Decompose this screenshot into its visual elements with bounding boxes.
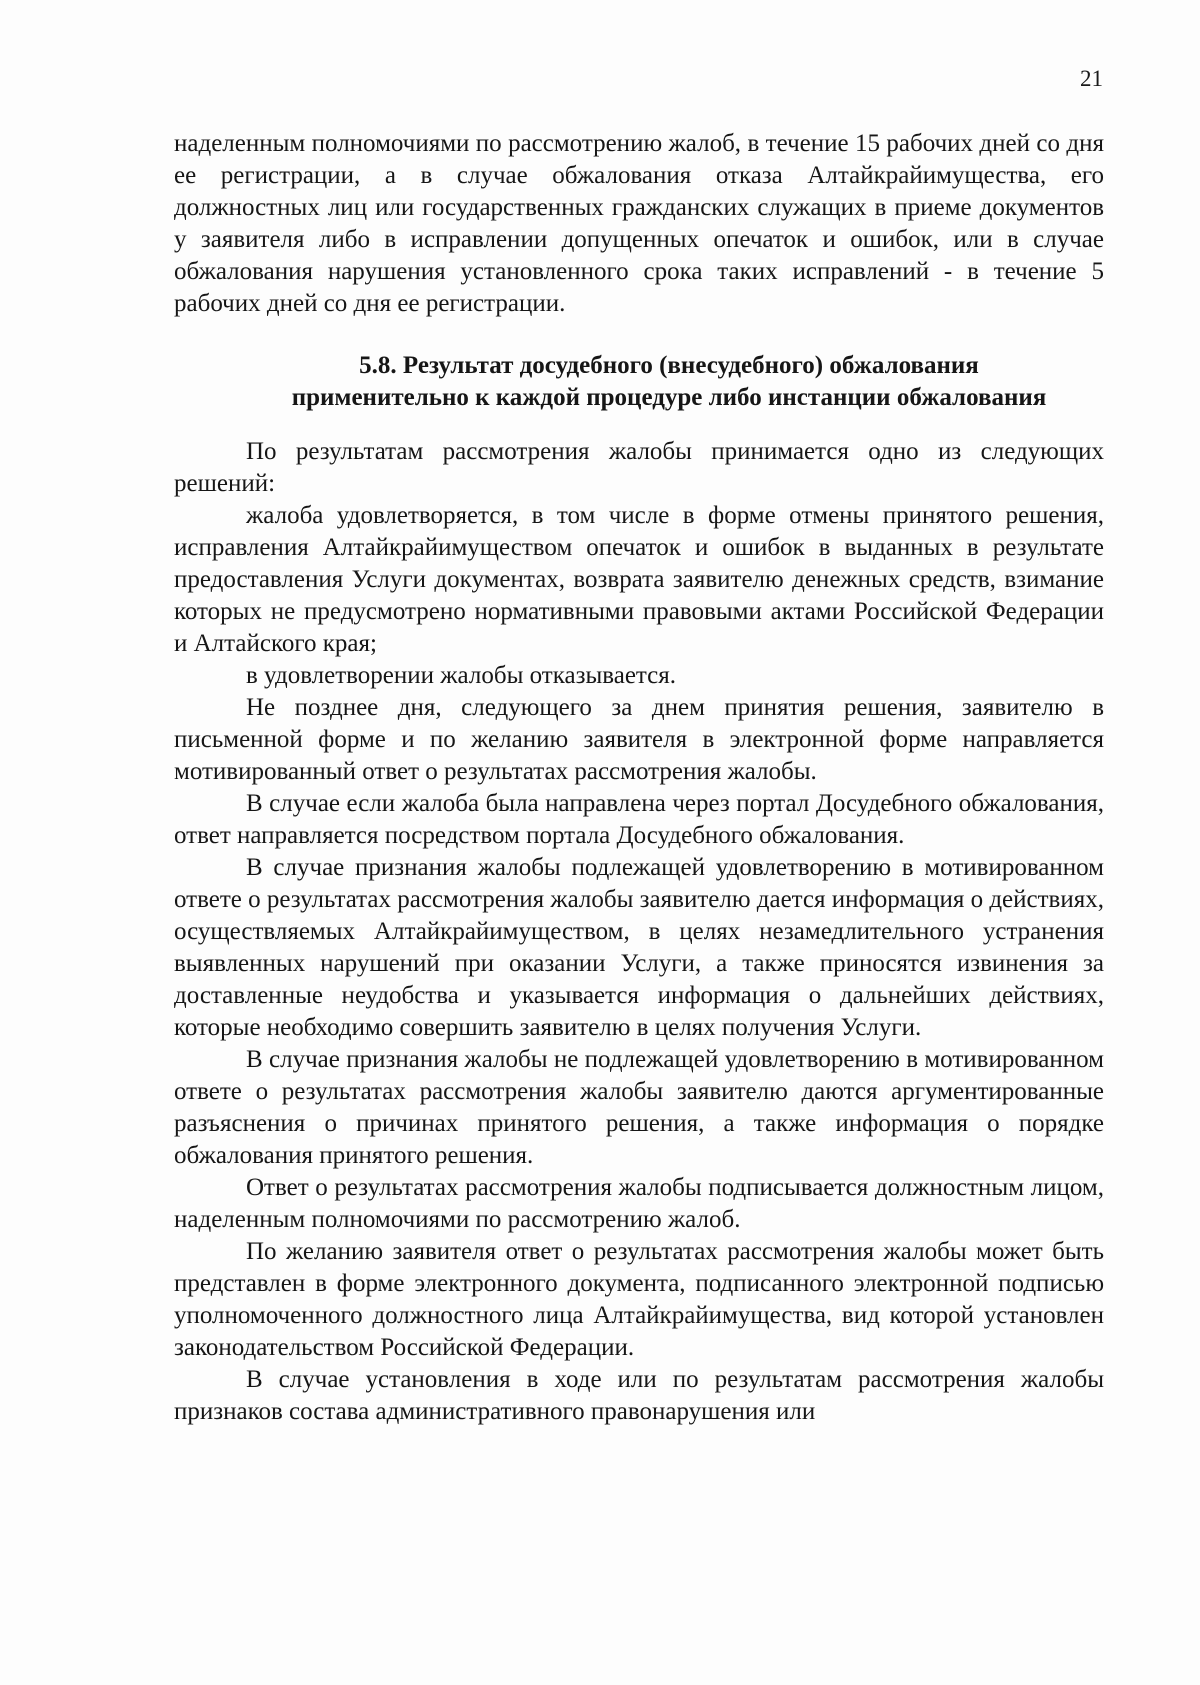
section-heading-line-2: применительно к каждой процедуре либо инстанции обжалования bbox=[291, 384, 1047, 411]
document-body bbox=[174, 128, 1104, 1428]
paragraph: В случае признания жалобы не подлежащей удовлетворению в мотивированном ответе о результатах рассмотрения жалобы заявителю даются аргументированные разъяснения о причинах принятого решения, а также информация о порядке обжалования принятого решения. bbox=[174, 1046, 1104, 1169]
paragraph: По желанию заявителя ответ о результатах рассмотрения жалобы может быть представлен в форме электронного документа, подписанного электронной подписью уполномоченного должностного лица Алтайкрайимущества, вид которой установлен законодательством Российской Федерации. bbox=[174, 1238, 1104, 1361]
page-number: 21 bbox=[1080, 66, 1103, 91]
paragraph: Ответ о результатах рассмотрения жалобы подписывается должностным лицом, наделенным полномочиями по рассмотрению жалоб. bbox=[174, 1174, 1104, 1233]
paragraph-continuation: наделенным полномочиями по рассмотрению жалоб, в течение 15 рабочих дней со дня ее регистрации, а в случае обжалования отказа Алтайкрайимущества, его должностных лиц или государственных гражданских служащих в приеме документов у заявителя либо в исправлении допущенных опечаток и ошибок, или в случае обжалования нарушения установленного срока таких исправлений - в течение 5 рабочих дней со дня ее регистрации. bbox=[174, 130, 1104, 317]
paragraph: По результатам рассмотрения жалобы принимается одно из следующих решений: bbox=[174, 438, 1104, 497]
section-heading bbox=[174, 350, 1104, 414]
paragraph: В случае признания жалобы подлежащей удовлетворению в мотивированном ответе о результатах рассмотрения жалобы заявителю дается информация о действиях, осуществляемых Алтайкрайимуществом, в целях незамедлительного устранения выявленных нарушений при оказании Услуги, а также приносятся извинения за доставленные неудобства и указывается информация о дальнейших действиях, которые необходимо совершить заявителю в целях получения Услуги. bbox=[174, 854, 1104, 1041]
paragraph: В случае установления в ходе или по результатам рассмотрения жалобы признаков состава административного правонарушения или bbox=[174, 1366, 1104, 1425]
paragraph: жалоба удовлетворяется, в том числе в форме отмены принятого решения, исправления Алтайкрайимуществом опечаток и ошибок в выданных в результате предоставления Услуги документах, возврата заявителю денежных средств, взимание которых не предусмотрено нормативными правовыми актами Российской Федерации и Алтайского края; bbox=[174, 502, 1104, 657]
paragraph: в удовлетворении жалобы отказывается. bbox=[246, 662, 676, 689]
paragraph: Не позднее дня, следующего за днем принятия решения, заявителю в письменной форме и по желанию заявителя в электронной форме направляется мотивированный ответ о результатах рассмотрения жалобы. bbox=[174, 694, 1104, 785]
section-heading-line-1: 5.8. Результат досудебного (внесудебного) обжалования bbox=[359, 352, 979, 379]
paragraph: В случае если жалоба была направлена через портал Досудебного обжалования, ответ направляется посредством портала Досудебного обжалования. bbox=[174, 790, 1104, 849]
